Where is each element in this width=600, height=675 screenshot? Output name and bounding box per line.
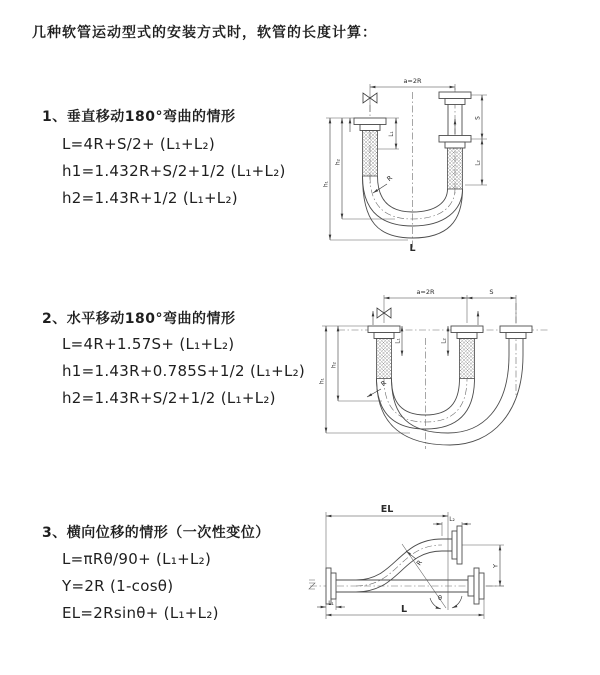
pipe-fitting-2 [451,326,483,379]
section-2-formula-L: L=4R+1.57S+ (L₁+L₂) [62,335,235,353]
hose-s-curve [356,539,442,592]
braided-hose-section-1 [377,339,392,379]
dim-label-a2r: a=2R [416,288,435,296]
section-1-heading: 1、垂直移动180°弯曲的情形 [42,109,236,125]
dim-label-a2r: a=2R [403,77,422,85]
dim-label-l2: L₂ [441,338,448,344]
section-1-formula-h2: h2=1.43R+1/2 (L₁+L₂) [62,189,238,207]
section-1-formula-h1: h1=1.432R+S/2+1/2 (L₁+L₂) [62,162,286,180]
hose-curves-displaced [377,355,524,445]
diagram-horizontal-180-bend [310,283,560,465]
section-2-heading: 2、水平移动180°弯曲的情形 [42,311,236,327]
dimension-l [326,599,484,619]
dim-label-l1: L₁ [395,338,402,344]
dimension-s [471,95,487,139]
upper-flange [442,526,462,564]
section-3-heading: 3、横向位移的情形（一次性变位） [42,525,270,541]
dimension-l2 [442,326,449,356]
dimension-el [326,504,448,610]
section-3-formula-Y: Y=2R (1-cosθ) [62,577,174,595]
dim-label-h1: h₁ [319,378,326,384]
dim-label-h2: h₂ [331,362,338,368]
section-3-formula-EL: EL=2Rsinθ+ (L₁+L₂) [62,604,219,622]
axis-break-mark [309,580,315,589]
dim-label-l2: L₂ [449,517,455,523]
dim-label-l1: L₁ [389,131,395,137]
braided-hose-section-left [363,131,378,177]
angle-label-theta: θ [438,594,442,602]
dim-label-s: S [489,288,494,296]
diagram-vertical-180-bend [310,72,560,262]
left-pipe-fitting [354,118,386,176]
radius-callout [373,174,394,193]
section-2-formula-h1: h1=1.43R+0.785S+1/2 (L₁+L₂) [62,362,306,380]
dim-label-l1: L₁ [328,601,334,607]
dim-label-l: L [400,604,408,615]
diagram-lateral-displacement [300,498,595,655]
dim-label-r: R [385,173,395,183]
dim-label-r: R [379,378,389,388]
dim-label-l: L [409,243,416,254]
section-1-formula-L: L=4R+S/2+ (L₁+L₂) [62,135,216,153]
dim-label-el: EL [380,504,394,515]
section-3-formula-L: L=πRθ/90+ (L₁+L₂) [62,550,212,568]
dim-label-s: S [475,116,482,120]
pipe-fitting-1 [368,326,400,379]
section-2-formula-h2: h2=1.43R+S/2+1/2 (L₁+L₂) [62,389,276,407]
dim-label-r: R [414,558,424,568]
dimension-a2r [384,288,516,323]
dimension-l2 [465,139,487,185]
dimension-y [486,545,504,586]
dim-label-y: Y [491,564,500,568]
page-title: 几种软管运动型式的安装方式时，软管的长度计算： [32,25,377,41]
dim-label-h1: h₁ [323,181,330,187]
dim-label-h2: h₂ [335,159,342,165]
dimension-s [467,288,516,298]
dim-label-l2: L₂ [475,160,482,166]
braided-hose-section-2 [460,339,475,379]
braided-hose-section-right [448,148,463,189]
dimension-l1 [317,599,345,610]
